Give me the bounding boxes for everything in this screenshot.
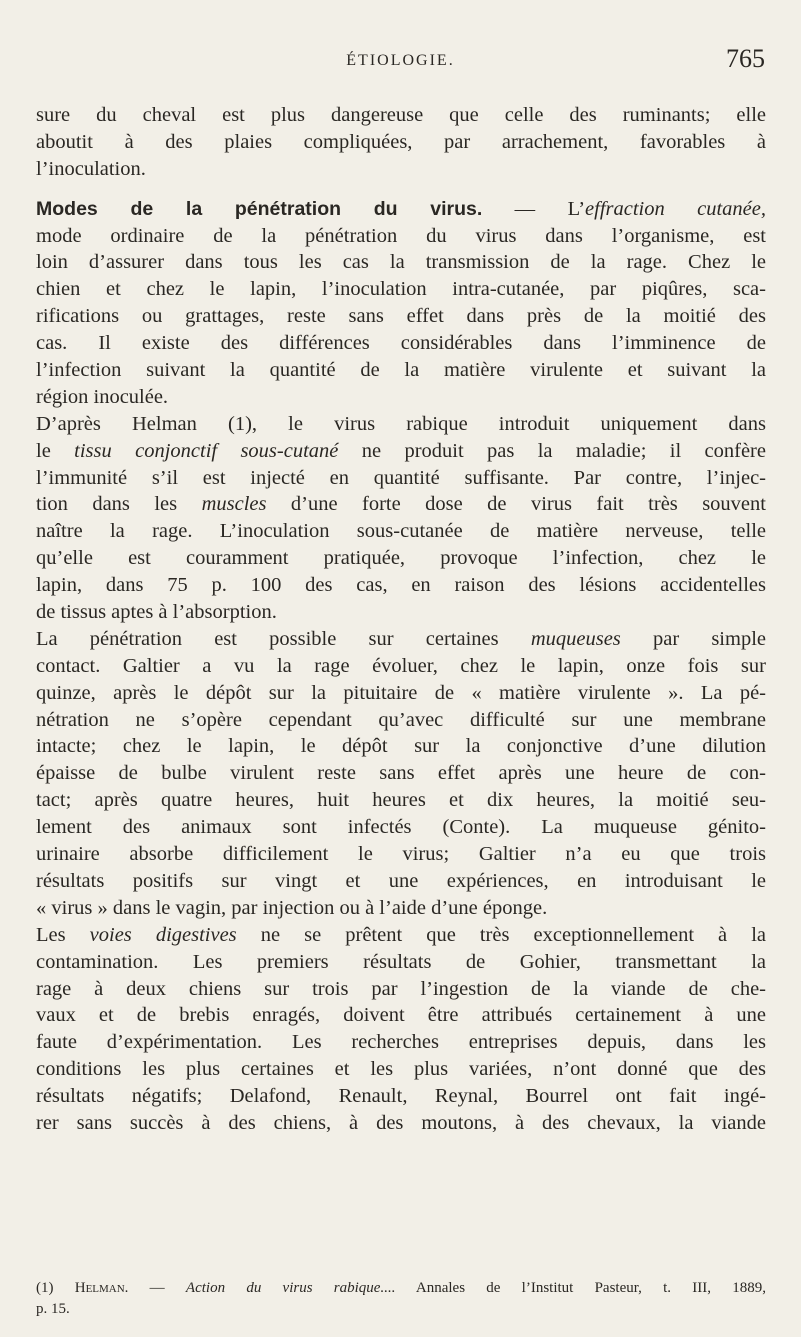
footnote bbox=[36, 1278, 766, 1320]
text-line: résultats positifs sur vingt et une expériences, en introduisant le bbox=[36, 869, 766, 892]
section-heading-line: Modes de la pénétration du virus. — L’effraction cutanée, bbox=[36, 197, 767, 220]
text-line: épaisse de bulbe virulent reste sans effet après une heure de con- bbox=[36, 762, 766, 785]
text-line: Les voies digestives ne se prêtent que très exceptionnellement à la bbox=[36, 923, 766, 946]
text-line: lapin, dans 75 p. 100 des cas, en raison des lésions accidentelles bbox=[36, 574, 766, 597]
text-line: quinze, après le dépôt sur la pituitaire de « matière virulente ». La pé- bbox=[36, 681, 766, 704]
italic-term: voies digestives bbox=[89, 923, 237, 946]
text-line: mode ordinaire de la pénétration du virus dans l’organisme, est bbox=[36, 224, 766, 247]
text-line: rifications ou grattages, reste sans effet dans près de la moitié des bbox=[36, 305, 766, 328]
text-line: loin d’assurer dans tous les cas la transmission de la rage. Chez le bbox=[36, 251, 766, 274]
text-line: qu’elle est couramment pratiquée, provoque l’infection, chez le bbox=[36, 547, 766, 570]
text-line: « virus » dans le vagin, par injection ou à l’aide d’une éponge. bbox=[36, 896, 548, 919]
text-line: le tissu conjonctif sous-cutané ne produit pas la maladie; il confère bbox=[36, 439, 766, 462]
text-line: rage à deux chiens sur trois par l’ingestion de la viande de che- bbox=[36, 977, 766, 1000]
text-line: sure du cheval est plus dangereuse que celle des ruminants; elle bbox=[36, 104, 766, 126]
body-text bbox=[36, 102, 766, 1137]
text-line: contamination. Les premiers résultats de Gohier, transmettant la bbox=[36, 950, 766, 973]
italic-term: muscles bbox=[201, 493, 267, 516]
text-line: vaux et de brebis enragés, doivent être attribués certainement à une bbox=[36, 1004, 766, 1027]
text-line: l’inoculation. bbox=[36, 157, 146, 180]
text-line: nétration ne s’opère cependant qu’avec difficulté sur une membrane bbox=[36, 708, 766, 731]
text-line: région inoculée. bbox=[36, 385, 169, 408]
italic-term: muqueuses bbox=[530, 627, 621, 650]
text-line: La pénétration est possible sur certaines muqueuses par simple bbox=[36, 627, 766, 650]
page-number: 765 bbox=[726, 44, 765, 73]
text-line: conditions les plus certaines et les plus variées, n’ont donné que des bbox=[36, 1058, 766, 1081]
italic-term: effraction cutanée, bbox=[585, 197, 767, 220]
footnote-line: (1) Helman. — Action du virus rabique.... Annales de l’Institut Pasteur, t. III, 1889, bbox=[36, 1280, 767, 1296]
text-line: chien et chez le lapin, l’inoculation intra-cutanée, par piqûres, sca- bbox=[36, 278, 766, 301]
running-head: ÉTIOLOGIE. bbox=[346, 52, 455, 69]
text-line: tion dans les muscles d’une forte dose de virus fait très souvent bbox=[36, 493, 766, 516]
text-line: contact. Galtier a vu la rage évoluer, chez le lapin, onze fois sur bbox=[36, 654, 766, 677]
text-line: intacte; chez le lapin, le dépôt sur la conjonctive d’une dilution bbox=[36, 735, 766, 758]
text-line: l’infection suivant la quantité de la matière virulente et suivant la bbox=[36, 359, 766, 382]
text-line: l’immunité s’il est injecté en quantité suffisante. Par contre, l’injec- bbox=[36, 466, 766, 489]
text-line: rer sans succès à des chiens, à des moutons, à des chevaux, la viande bbox=[36, 1111, 766, 1134]
text-line: résultats négatifs; Delafond, Renault, Reynal, Bourrel ont fait ingé- bbox=[36, 1085, 766, 1108]
text-line: urinaire absorbe difficilement le virus; Galtier n’a eu que trois bbox=[36, 843, 766, 866]
italic-term: tissu conjonctif sous-cutané bbox=[74, 439, 339, 462]
section-heading: Modes de la pénétration du virus. bbox=[36, 197, 483, 220]
footnote-title: Action du virus rabique.... bbox=[185, 1280, 396, 1296]
text-line: de tissus aptes à l’absorption. bbox=[36, 601, 277, 624]
text-line: faute d’expérimentation. Les recherches entreprises depuis, dans les bbox=[36, 1031, 766, 1054]
text-line: cas. Il existe des différences considérables dans l’imminence de bbox=[36, 332, 766, 355]
text-line: D’après Helman (1), le virus rabique introduit uniquement dans bbox=[36, 412, 766, 435]
text-line: aboutit à des plaies compliquées, par arrachement, favorables à bbox=[36, 130, 766, 153]
text-line: tact; après quatre heures, huit heures et dix heures, la moitié seu- bbox=[36, 789, 766, 812]
text-line: naître la rage. L’inoculation sous-cutanée de matière nerveuse, telle bbox=[36, 520, 766, 543]
footnote-line: p. 15. bbox=[36, 1301, 70, 1317]
text-line: lement des animaux sont infectés (Conte). La muqueuse génito- bbox=[36, 816, 766, 839]
footnote-author: Helman. bbox=[74, 1280, 129, 1296]
